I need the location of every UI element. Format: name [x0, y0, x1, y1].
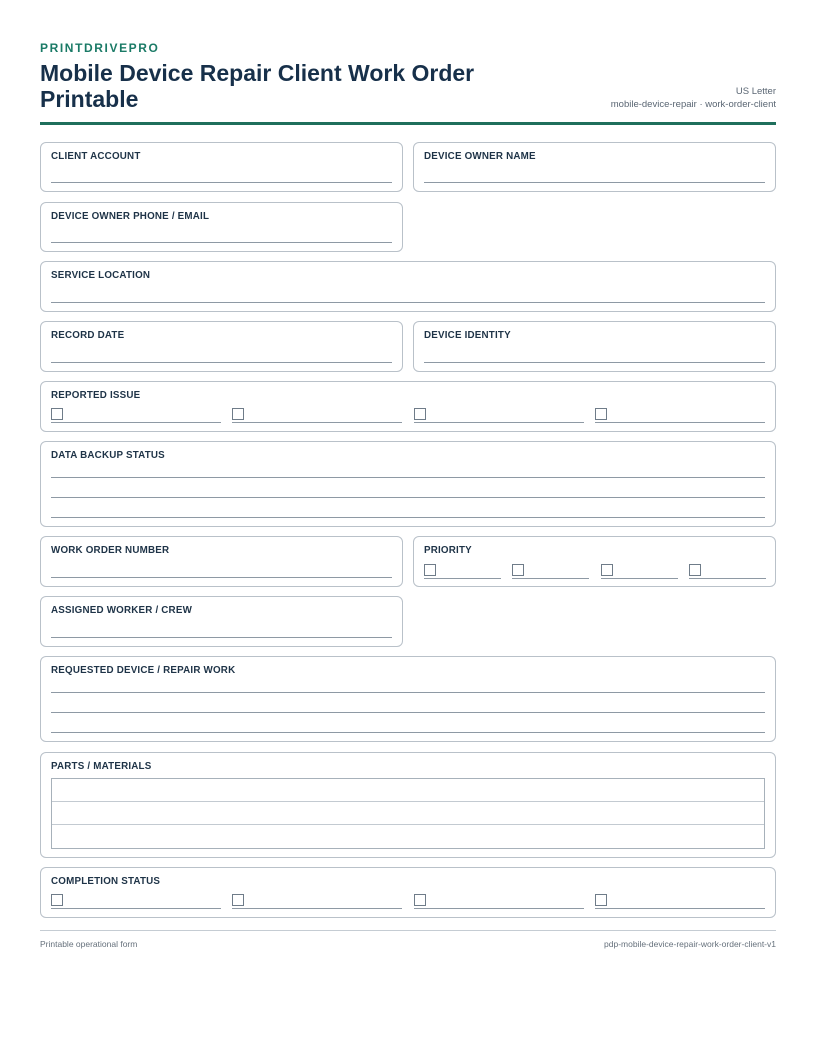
field-label: REQUESTED DEVICE / REPAIR WORK: [51, 665, 236, 676]
completion-option: [414, 893, 584, 909]
work-order-number-field[interactable]: [40, 536, 403, 587]
field-label: CLIENT ACCOUNT: [51, 151, 141, 162]
checkbox[interactable]: [595, 408, 607, 420]
issue-option: [595, 407, 765, 423]
write-line[interactable]: [51, 302, 765, 303]
field-label: REPORTED ISSUE: [51, 390, 141, 401]
completion-option: [595, 893, 765, 909]
service-location-field[interactable]: [40, 261, 776, 312]
field-label: PARTS / MATERIALS: [51, 761, 152, 772]
checkbox[interactable]: [232, 894, 244, 906]
priority-option: [512, 563, 589, 579]
checkbox[interactable]: [689, 564, 701, 576]
field-label: DATA BACKUP STATUS: [51, 450, 165, 461]
write-line[interactable]: [51, 732, 765, 733]
checkbox[interactable]: [601, 564, 613, 576]
issue-option: [51, 407, 221, 423]
field-label: ASSIGNED WORKER / CREW: [51, 605, 193, 616]
checkbox[interactable]: [51, 408, 63, 420]
page-title: Mobile Device Repair Client Work Order Printable: [40, 60, 475, 112]
write-line[interactable]: [51, 497, 765, 498]
checkbox[interactable]: [232, 408, 244, 420]
table-row[interactable]: [52, 802, 764, 825]
form-tags: mobile-device-repair · work-order-client: [610, 99, 776, 110]
owner-contact-field[interactable]: [40, 202, 403, 252]
field-label: DEVICE IDENTITY: [424, 330, 511, 341]
checkbox[interactable]: [51, 894, 63, 906]
parts-materials-field: [40, 752, 776, 858]
table-row[interactable]: [52, 825, 764, 848]
checkbox[interactable]: [414, 894, 426, 906]
issue-options: [51, 407, 765, 423]
write-line[interactable]: [51, 362, 392, 363]
field-label: RECORD DATE: [51, 330, 125, 341]
field-label: COMPLETION STATUS: [51, 876, 161, 887]
footer-rule: [40, 930, 776, 931]
completion-status-field: [40, 867, 776, 918]
priority-option: [689, 563, 766, 579]
footer-right: pdp-mobile-device-repair-work-order-client-v1: [604, 939, 776, 949]
field-label: DEVICE OWNER PHONE / EMAIL: [51, 211, 210, 222]
client-account-field[interactable]: [40, 142, 403, 192]
write-line[interactable]: [51, 692, 765, 693]
requested-work-field[interactable]: [40, 656, 776, 742]
issue-option: [414, 407, 584, 423]
write-line[interactable]: [51, 182, 392, 183]
field-label: PRIORITY: [424, 545, 472, 556]
footer-left: Printable operational form: [40, 939, 138, 949]
priority-option: [601, 563, 678, 579]
reported-issue-field: [40, 381, 776, 432]
write-line[interactable]: [51, 477, 765, 478]
record-date-field[interactable]: [40, 321, 403, 372]
header-rule: [40, 122, 776, 125]
field-label: SERVICE LOCATION: [51, 270, 151, 281]
field-label: WORK ORDER NUMBER: [51, 545, 170, 556]
device-owner-name-field[interactable]: [413, 142, 776, 192]
write-line[interactable]: [51, 577, 392, 578]
data-backup-status-field[interactable]: [40, 441, 776, 527]
write-line[interactable]: [51, 242, 392, 243]
write-line[interactable]: [51, 712, 765, 713]
checkbox[interactable]: [424, 564, 436, 576]
write-line[interactable]: [424, 362, 765, 363]
priority-options: [424, 563, 765, 579]
completion-options: [51, 893, 765, 909]
form-meta: [611, 85, 776, 111]
table-row[interactable]: [52, 779, 764, 802]
priority-field: [413, 536, 776, 587]
completion-option: [232, 893, 402, 909]
field-label: DEVICE OWNER NAME: [424, 151, 536, 162]
priority-option: [424, 563, 501, 579]
write-line[interactable]: [51, 517, 765, 518]
assigned-worker-field[interactable]: [40, 596, 403, 647]
parts-table: [51, 778, 765, 849]
paper-size: US Letter: [735, 86, 776, 97]
issue-option: [232, 407, 402, 423]
checkbox[interactable]: [595, 894, 607, 906]
checkbox[interactable]: [512, 564, 524, 576]
completion-option: [51, 893, 221, 909]
brand-name: PRINTDRIVEPRO: [40, 41, 160, 55]
device-identity-field[interactable]: [413, 321, 776, 372]
checkbox[interactable]: [414, 408, 426, 420]
write-line[interactable]: [424, 182, 765, 183]
write-line[interactable]: [51, 637, 392, 638]
